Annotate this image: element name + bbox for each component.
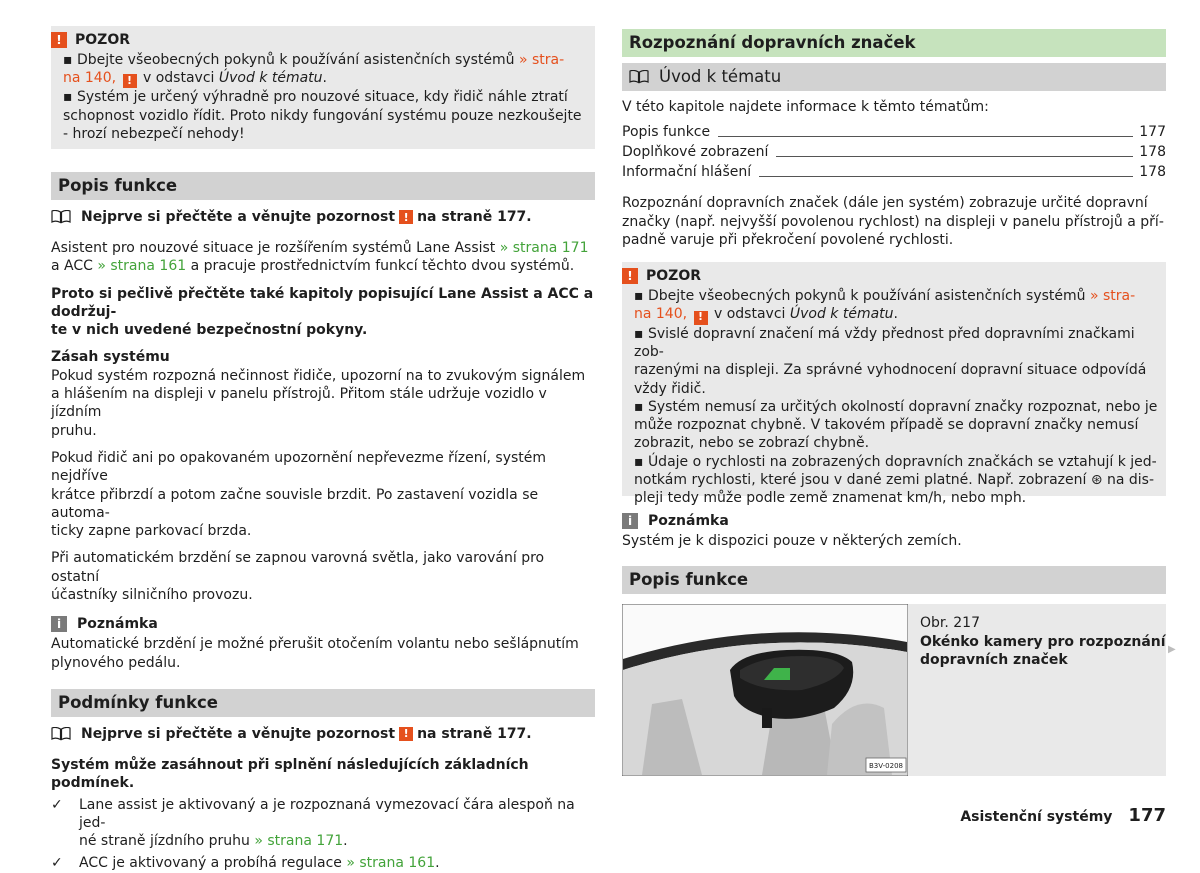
text: Při automatickém brzdění se zapnou varovná světla, jako varování pro ostatní — [51, 550, 545, 585]
warning-box — [51, 26, 595, 149]
toc-page: 177 — [1139, 124, 1166, 141]
note-block — [622, 510, 1166, 550]
warning-text: ▪ Systém nemusí za určitých okolností dopravní značky rozpoznat, nebo je — [634, 398, 1158, 415]
warning-text: ▪ Svislé dopravní značení má vždy přednost před dopravními značkami zob- — [634, 325, 1135, 360]
page-number: 177 — [1128, 805, 1166, 826]
text: . — [343, 833, 348, 850]
toc-page: 178 — [1139, 144, 1166, 161]
figure-title: Okénko kamery pro rozpoznání — [920, 633, 1166, 650]
warning-text: schopnost vozidlo řídit. Proto nikdy fungování systému pouze nezkoušejte — [63, 107, 582, 124]
warning-header — [51, 29, 587, 51]
warning-text: vždy řidič. — [634, 380, 706, 397]
text: te v nich uvedené bezpečnostní pokyny. — [51, 322, 368, 339]
check-item — [51, 796, 595, 851]
intro-heading — [622, 63, 1166, 91]
text: pruhu. — [51, 422, 97, 439]
warning-icon: ! — [399, 727, 413, 741]
section-heading: Podmínky funkce — [51, 689, 595, 717]
warning-text: ▪ Dbejte všeobecných pokynů k používání asistenčních systémů — [63, 52, 519, 68]
book-icon — [51, 727, 71, 741]
warning-text: . — [893, 306, 898, 323]
toc-leader — [718, 136, 1133, 137]
subheading: Zásah systému — [51, 349, 170, 366]
toc-leader — [776, 156, 1133, 157]
warning-box — [622, 262, 1166, 507]
footer-section: Asistenční systémy — [960, 809, 1113, 825]
warning-text: v odstavci — [138, 70, 219, 87]
warning-header — [622, 265, 1158, 287]
note-header — [51, 613, 595, 635]
page-link[interactable]: » strana 161 — [346, 855, 436, 872]
text: krátce přibrzdí a potom začne souvisle brzdit. Po zastavení vozidla se automa- — [51, 486, 539, 521]
check-icon: ✓ — [51, 796, 63, 813]
section-heading: Popis funkce — [622, 566, 1166, 594]
warning-text-italic: Úvod k tématu — [218, 70, 323, 87]
warning-text: může rozpoznat chybně. V takovém případě se dopravní značky nemusí — [634, 417, 1139, 434]
toc-list — [622, 122, 1166, 182]
camera-window-illustration — [622, 604, 908, 776]
toc-label: Doplňkové zobrazení — [622, 144, 769, 161]
page-link[interactable]: » strana 171 — [499, 240, 589, 256]
check-icon: ✓ — [51, 855, 63, 872]
toc-page: 178 — [1139, 164, 1166, 181]
text: Automatické brzdění je možné přerušit otočením volantu nebo sešlápnutím — [51, 636, 579, 653]
chapter-heading: Rozpoznání dopravních značek — [622, 29, 1166, 57]
warning-text: razenými na displeji. Za správné vyhodnocení dopravní situace odpovídá — [634, 362, 1147, 379]
note-title: Poznámka — [77, 616, 158, 633]
warning-title: POZOR — [75, 32, 130, 48]
warning-body — [51, 51, 587, 143]
text: a pracuje prostřednictvím funkcí těchto dvou systémů. — [186, 258, 575, 275]
warning-icon: ! — [123, 74, 137, 88]
note-header — [622, 510, 1166, 532]
text: značky (např. nejvyšší povolenou rychlost) na displeji v panelu přístrojů a pří- — [622, 213, 1164, 230]
text: V této kapitole najdete informace k těmto tématům: — [622, 99, 989, 115]
figure-number: Obr. 217 — [920, 615, 980, 632]
warning-body — [622, 287, 1158, 507]
figure — [622, 604, 1166, 776]
bold-paragraph: Systém může zasáhnout při splnění následujících základních podmínek. — [51, 756, 529, 792]
page-link[interactable]: » strana 171 — [254, 833, 344, 850]
toc-item[interactable] — [622, 142, 1166, 162]
text: Pokud řidič ani po opakovaném upozornění nepřevezme řízení, systém nejdříve — [51, 449, 547, 485]
text: ACC je aktivovaný a probíhá regulace — [79, 855, 347, 872]
page-link[interactable]: » stra- — [1089, 288, 1136, 305]
page-link[interactable]: » stra- — [518, 52, 565, 68]
text: Asistent pro nouzové situace je rozšířením systémů Lane Assist — [51, 240, 500, 256]
bold-paragraph — [51, 285, 595, 340]
toc-leader — [759, 176, 1133, 177]
figure-title: dopravních značek — [920, 652, 1068, 669]
text: a hlášením na displeji v panelu přístrojů. Přitom stále udržuje vozidlo v jízdním — [51, 386, 547, 421]
text: a ACC — [51, 258, 98, 275]
check-item — [51, 854, 595, 872]
text: padně varuje při překročení povolené rychlosti. — [622, 231, 954, 248]
paragraph — [51, 549, 595, 604]
text: né straně jízdního pruhu — [79, 833, 255, 850]
right-column — [622, 29, 1166, 776]
warning-text: zobrazit, nebo se zobrazí chybně. — [634, 435, 870, 452]
read-first-page: na straně 177. — [417, 209, 532, 225]
section-heading: Popis funkce — [51, 172, 595, 200]
continue-arrow-icon: ▶ — [1168, 644, 1176, 655]
paragraph — [622, 194, 1166, 249]
toc-item[interactable] — [622, 122, 1166, 142]
figure-code: B3V-0208 — [869, 762, 903, 771]
read-first-line — [51, 726, 595, 742]
warning-text: notkám rychlosti, které jsou v dané zemi platné. Např. zobrazení ⊛ na dis- — [634, 472, 1155, 488]
text: . — [435, 855, 440, 872]
text: Rozpoznání dopravních značek (dále jen systém) zobrazuje určité dopravní — [622, 195, 1148, 212]
figure-caption — [908, 604, 1166, 776]
note-block — [51, 613, 595, 672]
info-icon: i — [622, 513, 638, 529]
warning-text: . — [322, 70, 327, 87]
page-link[interactable]: na 140, — [63, 70, 117, 87]
paragraph — [51, 449, 595, 540]
warning-icon: ! — [694, 311, 708, 325]
warning-icon: ! — [622, 268, 638, 284]
toc-label: Popis funkce — [622, 124, 711, 141]
warning-text: pleji tedy může podle země znamenat km/h, nebo mph. — [634, 490, 1027, 507]
text: Pokud systém rozpozná nečinnost řidiče, upozorní na to zvukovým signálem — [51, 367, 586, 384]
warning-icon: ! — [51, 32, 67, 48]
page-link[interactable]: » strana 161 — [97, 258, 187, 275]
intro-title: Úvod k tématu — [659, 67, 782, 86]
read-first-text: Nejprve si přečtěte a věnujte pozornost — [81, 725, 396, 742]
figure-image — [622, 604, 908, 776]
toc-label: Informační hlášení — [622, 164, 752, 181]
paragraph — [51, 239, 595, 276]
left-column — [51, 26, 595, 873]
warning-text: ▪ Systém je určený výhradně pro nouzové situace, kdy řidič náhle ztratí — [63, 89, 568, 106]
warning-text: v odstavci — [709, 306, 790, 323]
intervention-block — [51, 348, 595, 439]
warning-title: POZOR — [646, 268, 701, 285]
text: Proto si pečlivě přečtěte také kapitoly popisující Lane Assist a ACC a dodržuj- — [51, 285, 594, 320]
warning-text: ▪ Dbejte všeobecných pokynů k používání asistenčních systémů — [634, 288, 1090, 305]
text: ticky zapne parkovací brzda. — [51, 523, 252, 540]
text: účastníky silničního provozu. — [51, 587, 253, 604]
warning-text: ▪ Údaje o rychlosti na zobrazených dopravních značkách se vztahují k jed- — [634, 453, 1157, 470]
warning-icon: ! — [399, 210, 413, 224]
text: plynového pedálu. — [51, 654, 181, 671]
text: Lane assist je aktivovaný a je rozpoznaná vymezovací čára alespoň na jed- — [79, 796, 575, 831]
text: Systém je k dispozici pouze v některých zemích. — [622, 533, 962, 550]
page-link[interactable]: na 140, — [634, 306, 688, 323]
warning-text: - hrozí nebezpečí nehody! — [63, 126, 245, 143]
book-icon — [51, 210, 71, 224]
info-icon: i — [51, 616, 67, 632]
read-first-line — [51, 209, 595, 225]
page-footer — [960, 805, 1166, 826]
warning-text-italic: Úvod k tématu — [789, 306, 894, 323]
note-title: Poznámka — [648, 513, 729, 530]
toc-item[interactable] — [622, 162, 1166, 182]
read-first-text: Nejprve si přečtěte a věnujte pozornost — [81, 209, 396, 225]
read-first-page: na straně 177. — [417, 725, 532, 742]
book-icon — [629, 70, 649, 84]
